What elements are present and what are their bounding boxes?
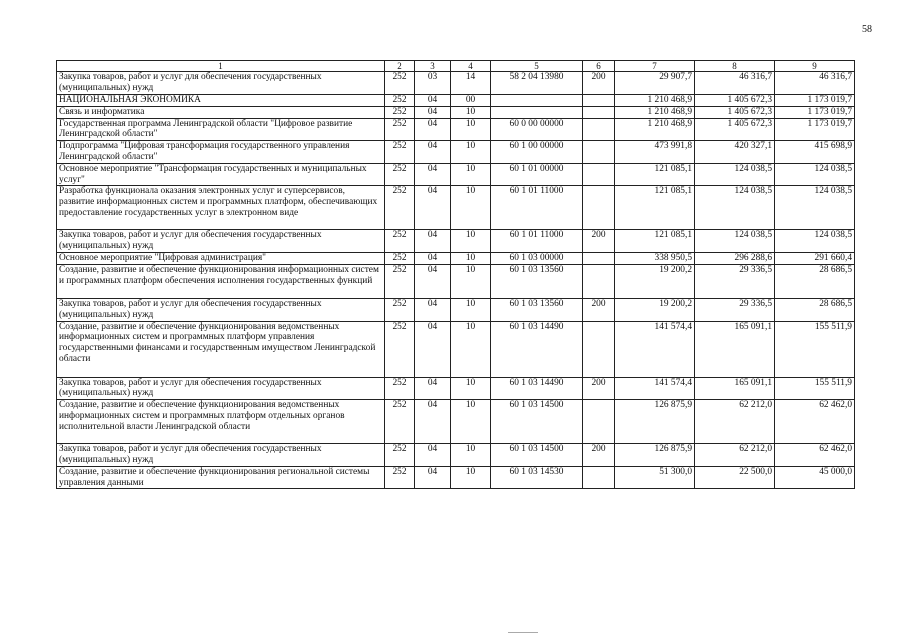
target-article-code: 60 1 03 14500	[491, 444, 583, 467]
amount-year-2: 124 038,5	[695, 230, 775, 253]
section-code: 04	[415, 186, 451, 230]
amount-year-1: 51 300,0	[615, 466, 695, 489]
amount-year-3: 1 173 019,7	[775, 94, 855, 106]
amount-year-3: 124 038,5	[775, 163, 855, 186]
subsection-code: 10	[451, 321, 491, 377]
amount-year-3: 291 660,4	[775, 252, 855, 264]
ministry-code: 252	[385, 94, 415, 106]
table-row	[57, 141, 855, 164]
ministry-code: 252	[385, 72, 415, 95]
amount-year-3: 124 038,5	[775, 230, 855, 253]
ministry-code: 252	[385, 252, 415, 264]
target-article-code: 60 1 01 11000	[491, 186, 583, 230]
column-header-3: 3	[415, 61, 451, 72]
section-code: 04	[415, 264, 451, 298]
section-code: 04	[415, 163, 451, 186]
target-article-code: 60 1 00 00000	[491, 141, 583, 164]
item-name: Связь и информатика	[57, 106, 385, 118]
amount-year-1: 121 085,1	[615, 230, 695, 253]
amount-year-2: 29 336,5	[695, 298, 775, 321]
expense-type-code: 200	[583, 444, 615, 467]
amount-year-1: 141 574,4	[615, 321, 695, 377]
subsection-code: 10	[451, 230, 491, 253]
amount-year-2: 29 336,5	[695, 264, 775, 298]
table-row	[57, 230, 855, 253]
table-row	[57, 264, 855, 298]
expense-type-code	[583, 118, 615, 141]
target-article-code: 60 1 03 13560	[491, 264, 583, 298]
section-code: 03	[415, 72, 451, 95]
item-name: Подпрограмма "Цифровая трансформация государственного управления Ленинградской области"	[57, 141, 385, 164]
column-header-9: 9	[775, 61, 855, 72]
subsection-code: 10	[451, 264, 491, 298]
amount-year-1: 126 875,9	[615, 444, 695, 467]
amount-year-1: 1 210 468,9	[615, 94, 695, 106]
target-article-code	[491, 106, 583, 118]
amount-year-2: 124 038,5	[695, 163, 775, 186]
expense-type-code	[583, 94, 615, 106]
amount-year-2: 46 316,7	[695, 72, 775, 95]
amount-year-2: 1 405 672,3	[695, 106, 775, 118]
section-code: 04	[415, 230, 451, 253]
amount-year-3: 62 462,0	[775, 400, 855, 444]
table-row	[57, 94, 855, 106]
expense-type-code	[583, 186, 615, 230]
item-name: Разработка функционала оказания электронных услуг и суперсервисов, развитие информационных систем и программных платформ, обеспечивающих предоставление государственных услуг в электронном виде	[57, 186, 385, 230]
column-header-2: 2	[385, 61, 415, 72]
section-code: 04	[415, 298, 451, 321]
amount-year-3: 46 316,7	[775, 72, 855, 95]
expense-type-code: 200	[583, 230, 615, 253]
column-header-6: 6	[583, 61, 615, 72]
amount-year-3: 155 511,9	[775, 377, 855, 400]
expense-type-code	[583, 106, 615, 118]
column-header-8: 8	[695, 61, 775, 72]
expense-type-code: 200	[583, 377, 615, 400]
section-code: 04	[415, 466, 451, 489]
amount-year-1: 1 210 468,9	[615, 106, 695, 118]
table-row	[57, 252, 855, 264]
subsection-code: 10	[451, 252, 491, 264]
subsection-code: 10	[451, 466, 491, 489]
item-name: Закупка товаров, работ и услуг для обеспечения государственных (муниципальных) нужд	[57, 230, 385, 253]
target-article-code: 60 0 00 00000	[491, 118, 583, 141]
ministry-code: 252	[385, 298, 415, 321]
table-row	[57, 444, 855, 467]
section-code: 04	[415, 94, 451, 106]
amount-year-2: 22 500,0	[695, 466, 775, 489]
table-row	[57, 466, 855, 489]
subsection-code: 10	[451, 106, 491, 118]
item-name: Закупка товаров, работ и услуг для обеспечения государственных (муниципальных) нужд	[57, 444, 385, 467]
section-code: 04	[415, 252, 451, 264]
subsection-code: 10	[451, 298, 491, 321]
item-name: Государственная программа Ленинградской области "Цифровое развитие Ленинградской области"	[57, 118, 385, 141]
amount-year-2: 296 288,6	[695, 252, 775, 264]
ministry-code: 252	[385, 444, 415, 467]
amount-year-3: 1 173 019,7	[775, 118, 855, 141]
subsection-code: 10	[451, 400, 491, 444]
target-article-code: 60 1 03 14490	[491, 377, 583, 400]
ministry-code: 252	[385, 230, 415, 253]
column-header-4: 4	[451, 61, 491, 72]
amount-year-3: 155 511,9	[775, 321, 855, 377]
table-row	[57, 377, 855, 400]
ministry-code: 252	[385, 400, 415, 444]
amount-year-1: 473 991,8	[615, 141, 695, 164]
subsection-code: 10	[451, 163, 491, 186]
target-article-code: 60 1 03 00000	[491, 252, 583, 264]
target-article-code: 60 1 03 13560	[491, 298, 583, 321]
table-row	[57, 118, 855, 141]
amount-year-3: 45 000,0	[775, 466, 855, 489]
expense-type-code: 200	[583, 72, 615, 95]
table-row	[57, 72, 855, 95]
ministry-code: 252	[385, 186, 415, 230]
target-article-code: 60 1 03 14500	[491, 400, 583, 444]
expense-type-code	[583, 163, 615, 186]
amount-year-2: 165 091,1	[695, 321, 775, 377]
expense-type-code	[583, 264, 615, 298]
amount-year-2: 62 212,0	[695, 400, 775, 444]
item-name: НАЦИОНАЛЬНАЯ ЭКОНОМИКА	[57, 94, 385, 106]
amount-year-2: 62 212,0	[695, 444, 775, 467]
target-article-code: 60 1 01 00000	[491, 163, 583, 186]
expense-type-code	[583, 400, 615, 444]
ministry-code: 252	[385, 264, 415, 298]
amount-year-3: 1 173 019,7	[775, 106, 855, 118]
amount-year-3: 62 462,0	[775, 444, 855, 467]
ministry-code: 252	[385, 141, 415, 164]
column-header-7: 7	[615, 61, 695, 72]
amount-year-1: 126 875,9	[615, 400, 695, 444]
amount-year-2: 165 091,1	[695, 377, 775, 400]
column-header-5: 5	[491, 61, 583, 72]
subsection-code: 00	[451, 94, 491, 106]
table-row	[57, 298, 855, 321]
table-row	[57, 163, 855, 186]
item-name: Закупка товаров, работ и услуг для обеспечения государственных (муниципальных) нужд	[57, 377, 385, 400]
subsection-code: 10	[451, 141, 491, 164]
table-row	[57, 106, 855, 118]
subsection-code: 10	[451, 118, 491, 141]
subsection-code: 10	[451, 186, 491, 230]
section-code: 04	[415, 141, 451, 164]
section-code: 04	[415, 118, 451, 141]
item-name: Создание, развитие и обеспечение функционирования ведомственных информационных систем и программных платформ отдельных органов исполнительной власти Ленинградской области	[57, 400, 385, 444]
section-code: 04	[415, 400, 451, 444]
amount-year-3: 415 698,9	[775, 141, 855, 164]
target-article-code	[491, 94, 583, 106]
item-name: Создание, развитие и обеспечение функционирования ведомственных информационных систем и программных платформ управления государственными финансами и государственным имуществом Ленинградской области	[57, 321, 385, 377]
amount-year-2: 1 405 672,3	[695, 94, 775, 106]
page-number: 58	[862, 24, 872, 35]
ministry-code: 252	[385, 118, 415, 141]
section-code: 04	[415, 321, 451, 377]
table-row	[57, 400, 855, 444]
header-row	[57, 61, 855, 72]
amount-year-1: 121 085,1	[615, 186, 695, 230]
amount-year-2: 420 327,1	[695, 141, 775, 164]
section-code: 04	[415, 377, 451, 400]
item-name: Создание, развитие и обеспечение функционирования региональной системы управления данными	[57, 466, 385, 489]
ministry-code: 252	[385, 106, 415, 118]
section-code: 04	[415, 106, 451, 118]
amount-year-1: 19 200,2	[615, 298, 695, 321]
subsection-code: 10	[451, 377, 491, 400]
target-article-code: 60 1 01 11000	[491, 230, 583, 253]
target-article-code: 60 1 03 14490	[491, 321, 583, 377]
expense-type-code	[583, 321, 615, 377]
ministry-code: 252	[385, 377, 415, 400]
expense-type-code: 200	[583, 298, 615, 321]
ministry-code: 252	[385, 321, 415, 377]
amount-year-1: 338 950,5	[615, 252, 695, 264]
ministry-code: 252	[385, 163, 415, 186]
section-code: 04	[415, 444, 451, 467]
item-name: Создание, развитие и обеспечение функционирования информационных систем и программных платформ обеспечения исполнения государственных функций	[57, 264, 385, 298]
amount-year-1: 121 085,1	[615, 163, 695, 186]
amount-year-1: 29 907,7	[615, 72, 695, 95]
amount-year-1: 1 210 468,9	[615, 118, 695, 141]
table-row	[57, 186, 855, 230]
subsection-code: 14	[451, 72, 491, 95]
target-article-code: 58 2 04 13980	[491, 72, 583, 95]
item-name: Основное мероприятие "Трансформация государственных и муниципальных услуг"	[57, 163, 385, 186]
ministry-code: 252	[385, 466, 415, 489]
amount-year-2: 1 405 672,3	[695, 118, 775, 141]
expense-type-code	[583, 466, 615, 489]
amount-year-1: 141 574,4	[615, 377, 695, 400]
expense-type-code	[583, 141, 615, 164]
amount-year-3: 124 038,5	[775, 186, 855, 230]
table-row	[57, 321, 855, 377]
expense-type-code	[583, 252, 615, 264]
amount-year-1: 19 200,2	[615, 264, 695, 298]
budget-table	[56, 60, 855, 489]
subsection-code: 10	[451, 444, 491, 467]
amount-year-2: 124 038,5	[695, 186, 775, 230]
item-name: Закупка товаров, работ и услуг для обеспечения государственных (муниципальных) нужд	[57, 298, 385, 321]
item-name: Основное мероприятие "Цифровая администрация"	[57, 252, 385, 264]
amount-year-3: 28 686,5	[775, 298, 855, 321]
amount-year-3: 28 686,5	[775, 264, 855, 298]
scan-artifact	[508, 632, 538, 633]
column-header-1: 1	[57, 61, 385, 72]
target-article-code: 60 1 03 14530	[491, 466, 583, 489]
item-name: Закупка товаров, работ и услуг для обеспечения государственных (муниципальных) нужд	[57, 72, 385, 95]
